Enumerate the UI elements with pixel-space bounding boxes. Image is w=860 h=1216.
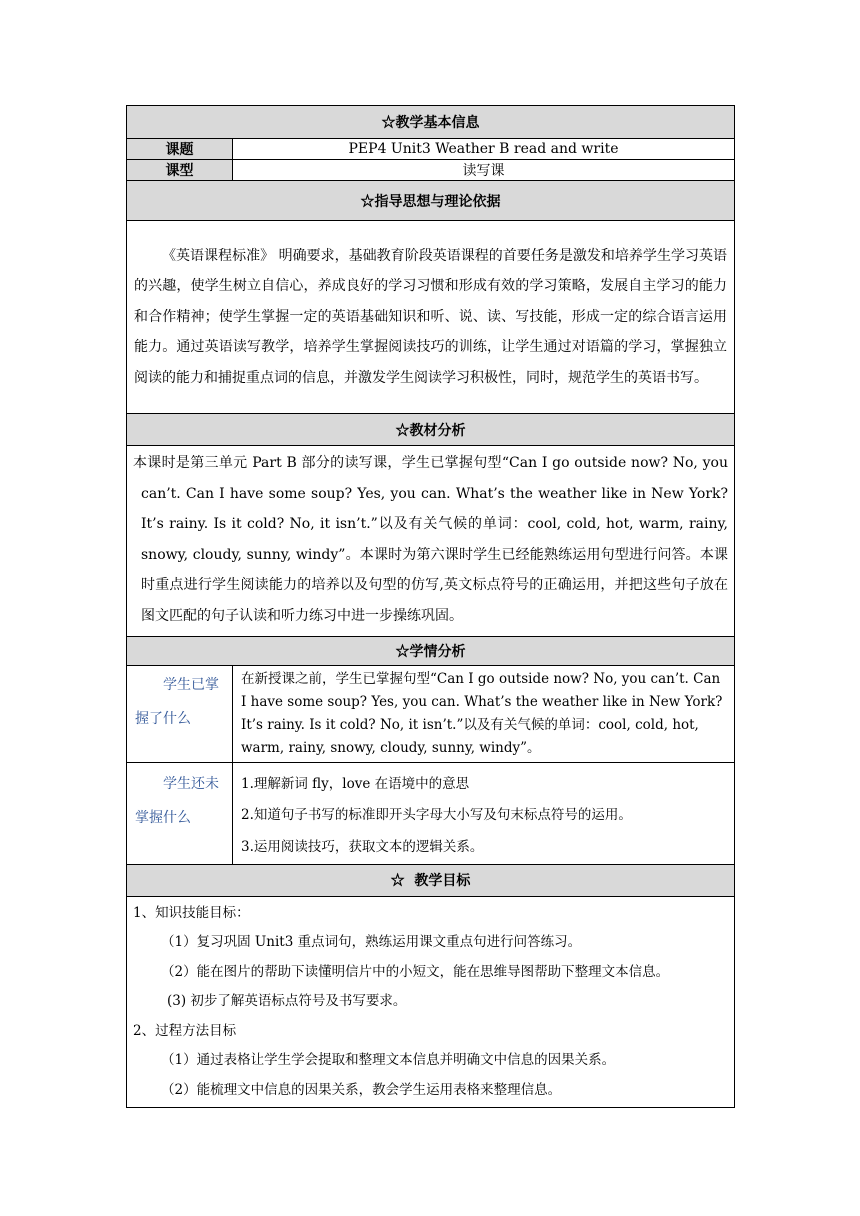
guiding-header: ☆指导思想与理论依据 bbox=[127, 181, 735, 221]
topic-label: 课题 bbox=[127, 139, 233, 160]
goal-line: （1）复习巩固 Unit3 重点词句，熟练运用课文重点句进行问答练习。 bbox=[161, 934, 582, 951]
not-mastered-label-cell bbox=[127, 762, 233, 864]
goal-line: 2、过程方法目标 bbox=[133, 1022, 237, 1039]
mastered-label-cell bbox=[127, 665, 233, 762]
not-mastered-label: 学生还未掌握什么 bbox=[135, 775, 219, 826]
goal-line: （2）能梳理文中信息的因果关系，教会学生运用表格来整理信息。 bbox=[161, 1081, 562, 1098]
guiding-text: 《英语课程标准》 明确要求，基础教育阶段英语课程的首要任务是激发和培养学生学习英语的兴趣，使学生树立自信心，养成良好的学习习惯和形成有效的学习策略，发展自主学习的能力和合作精神；使学生掌握一定的英语基础知识和听、说、读、写技能，形成一定的综合语言运用能力。通过英语读写教学，培养学生掌握阅读技巧的训练，让学生通过对语篇的学习，掌握独立阅读的能力和捕捉重点词的信息，并激发学生阅读学习积极性，同时，规范学生的英语书写。 bbox=[134, 247, 727, 386]
guiding-cell bbox=[127, 221, 735, 414]
goal-line: (3) 初步了解英语标点符号及书写要求。 bbox=[167, 993, 407, 1010]
goal-line: 1、知识技能目标： bbox=[133, 904, 250, 921]
mastered-text: 在新授课之前，学生已掌握句型“Can I go outside now? No, you can’t. Can I have some soup? Yes, you can. What’s the weather like in New York? It’s rainy. Is it cold? No, it isn’t.”以及有关气候的单词：cool, cold, hot, warm, rainy, snowy, cloudy, sunny, windy”。 bbox=[241, 670, 723, 756]
goals-header: ☆ 教学目标 bbox=[127, 864, 735, 896]
material-cell bbox=[127, 446, 735, 637]
mastered-cell bbox=[233, 665, 735, 762]
goal-line: （2）能在图片的帮助下读懂明信片中的小短文，能在思维导图帮助下整理文本信息。 bbox=[161, 963, 670, 980]
lesson-plan-table bbox=[126, 105, 735, 1108]
type-label: 课型 bbox=[127, 160, 233, 181]
type-value: 读写课 bbox=[233, 160, 735, 181]
lesson-plan-page bbox=[126, 105, 734, 1108]
material-text: 本课时是第三单元 Part B 部分的读写课，学生已掌握句型“Can I go outside now? No, you can’t. Can I have some soup? Yes, you can. What’s the weather like in New York? It’s rainy. Is it cold? No, it isn’t.”以及有关气候的单词：cool, cold, hot, warm, rainy, snowy, cloudy, sunny, windy”。本课时为第六课时学生已经能熟练运用句型进行问答。本课时重点进行学生阅读能力的培养以及句型的仿写,英文标点符号的正确运用，并把这些句子放在图文匹配的句子认读和听力练习中进一步操练巩固。 bbox=[133, 455, 728, 624]
goals-cell bbox=[127, 896, 735, 1108]
mastered-label: 学生已掌握了什么 bbox=[135, 676, 219, 727]
topic-value: PEP4 Unit3 Weather B read and write bbox=[233, 139, 735, 160]
not-mastered-item: 2.知道句子书写的标准即开头字母大小写及句末标点符号的运用。 bbox=[241, 806, 632, 823]
material-header: ☆教材分析 bbox=[127, 414, 735, 446]
not-mastered-cell bbox=[233, 762, 735, 864]
learner-header: ☆学情分析 bbox=[127, 636, 735, 665]
basic-info-header: ☆教学基本信息 bbox=[127, 106, 735, 139]
not-mastered-item: 3.运用阅读技巧，获取文本的逻辑关系。 bbox=[241, 838, 484, 855]
goal-line: （1）通过表格让学生学会提取和整理文本信息并明确文中信息的因果关系。 bbox=[161, 1052, 616, 1069]
not-mastered-item: 1.理解新词 fly，love 在语境中的意思 bbox=[241, 775, 470, 792]
